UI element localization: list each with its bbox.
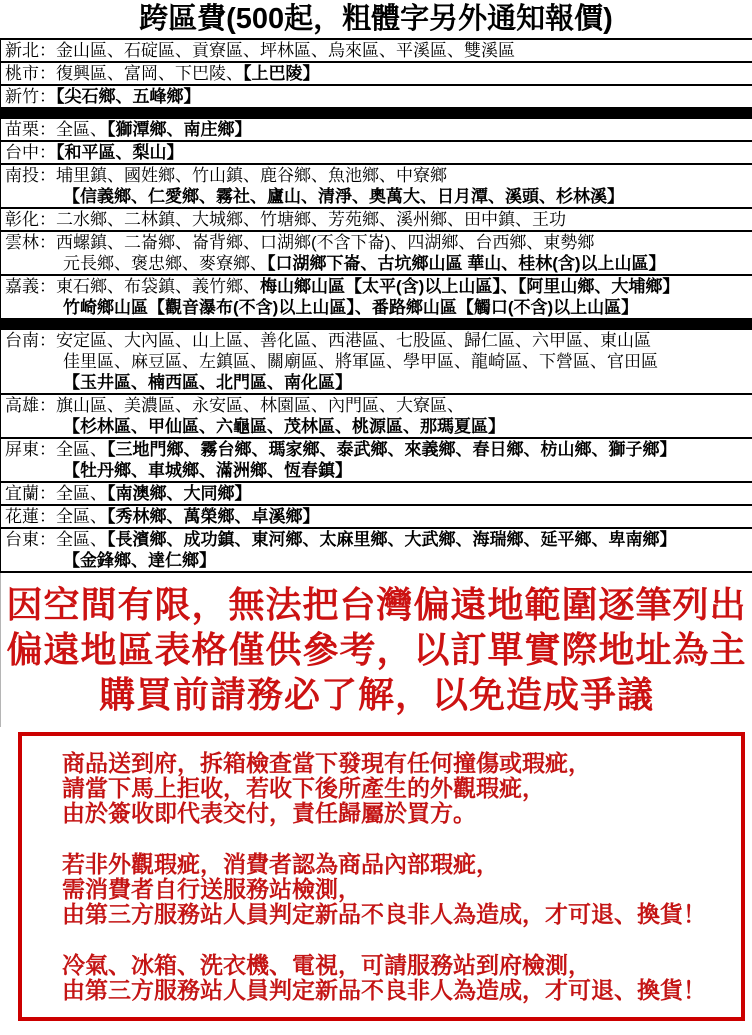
district-list-bold: 【南澳鄉、大同鄉】 xyxy=(107,484,252,503)
region-line-first xyxy=(5,330,752,351)
warning-paragraph xyxy=(62,953,737,1003)
notice-line: 偏遠地區表格僅供參考，以訂單實際地址為主 xyxy=(6,629,747,670)
region-row xyxy=(0,86,752,109)
region-line-cont xyxy=(5,186,752,207)
district-list: 全區、 xyxy=(56,484,107,503)
district-list-bold: 【尖石鄉、五峰鄉】 xyxy=(56,87,201,106)
district-list: 東石鄉、布袋鎮、義竹鄉、 xyxy=(56,277,260,296)
remote-area-notice xyxy=(0,573,752,727)
region-row xyxy=(0,506,752,529)
district-list-bold: 【口湖鄉下崙、古坑鄉山區 華山、桂林(含)以上山區】 xyxy=(267,254,666,273)
region-line-cont xyxy=(5,253,752,274)
district-list-bold: 梅山鄉山區【太平(含)以上山區】、【阿里山鄉、大埔鄉】 xyxy=(260,277,680,296)
warning-paragraph xyxy=(62,751,737,826)
warning-line: 由於簽收即代表交付，責任歸屬於買方。 xyxy=(62,800,476,826)
region-line-cont xyxy=(5,460,752,481)
district-list: 埔里鎮、國姓鄉、竹山鎮、鹿谷鄉、魚池鄉、中寮鄉 xyxy=(56,166,447,185)
region-line-first xyxy=(5,439,752,460)
region-row xyxy=(0,209,752,232)
district-list: 全區、 xyxy=(56,440,107,459)
district-list-bold: 【三地門鄉、霧台鄉、瑪家鄉、泰武鄉、來義鄉、春日鄉、枋山鄉、獅子鄉】 xyxy=(107,440,677,459)
region-label: 新竹： xyxy=(5,87,56,106)
region-label: 花蓮： xyxy=(5,507,56,526)
region-label: 台東： xyxy=(5,530,56,549)
region-line-cont xyxy=(5,550,752,571)
region-row xyxy=(0,529,752,573)
district-list: 二水鄉、二林鎮、大城鄉、竹塘鄉、芳苑鄉、溪州鄉、田中鎮、王功 xyxy=(56,210,566,229)
region-line-cont xyxy=(5,351,752,372)
district-list-bold: 【玉井區、楠西區、北門區、南化區】 xyxy=(63,373,352,392)
region-line-first xyxy=(5,63,752,84)
region-row xyxy=(0,63,752,86)
district-list: 全區、 xyxy=(56,507,107,526)
district-list: 全區、 xyxy=(56,530,107,549)
warning-line: 商品送到府，拆箱檢查當下發現有任何撞傷或瑕疵， xyxy=(62,750,591,776)
warning-line: 若非外觀瑕疵，消費者認為商品內部瑕疵， xyxy=(62,851,499,877)
notice-line: 購買前請務必了解，以免造成爭議 xyxy=(98,674,654,715)
district-list: 全區、 xyxy=(56,120,107,139)
table-separator-bar xyxy=(0,320,752,330)
district-list-bold: 【杉林區、甲仙區、六龜區、茂林區、桃源區、那瑪夏區】 xyxy=(63,417,505,436)
region-row xyxy=(0,232,752,276)
region-row xyxy=(0,165,752,209)
region-row xyxy=(0,439,752,483)
district-list: 安定區、大內區、山上區、善化區、西港區、七股區、歸仁區、六甲區、東山區 xyxy=(56,331,651,350)
region-line-first xyxy=(5,395,752,416)
region-line-cont xyxy=(5,372,752,393)
region-line-first xyxy=(5,40,752,61)
district-list: 西螺鎮、二崙鄉、崙背鄉、口湖鄉(不含下崙)、四湖鄉、台西鄉、東勢鄉 xyxy=(56,233,595,252)
table-separator-bar xyxy=(0,109,752,119)
region-line-first xyxy=(5,142,752,163)
region-label: 苗栗： xyxy=(5,120,56,139)
region-row xyxy=(0,40,752,63)
district-list-bold: 【獅潭鄉、南庄鄉】 xyxy=(107,120,252,139)
region-row xyxy=(0,330,752,395)
district-list: 金山區、石碇區、貢寮區、坪林區、烏來區、平溪區、雙溪區 xyxy=(56,41,515,60)
region-label: 高雄： xyxy=(5,396,56,415)
region-label: 屏東： xyxy=(5,440,56,459)
region-line-first xyxy=(5,209,752,230)
district-list: 旗山區、美濃區、永安區、林園區、內門區、大寮區、 xyxy=(56,396,464,415)
district-list: 復興區、富岡、下巴陵、 xyxy=(56,64,243,83)
region-line-first xyxy=(5,506,752,527)
district-list-bold: 【信義鄉、仁愛鄉、霧社、廬山、清淨、奧萬大、日月潭、溪頭、杉林溪】 xyxy=(63,187,624,206)
warning-line: 冷氣、冰箱、洗衣機、電視，可請服務站到府檢測， xyxy=(62,952,591,978)
region-label: 台南： xyxy=(5,331,56,350)
region-row xyxy=(0,395,752,439)
region-label: 嘉義： xyxy=(5,277,56,296)
district-list-bold: 【秀林鄉、萬榮鄉、卓溪鄉】 xyxy=(107,507,320,526)
region-label: 新北： xyxy=(5,41,56,60)
district-list: 佳里區、麻豆區、左鎮區、關廟區、將軍區、學甲區、龍崎區、下營區、官田區 xyxy=(63,352,658,371)
warning-line: 需消費者自行送服務站檢測， xyxy=(62,876,361,902)
region-row xyxy=(0,119,752,142)
warning-line: 請當下馬上拒收，若收下後所產生的外觀瑕疵， xyxy=(62,775,545,801)
region-line-cont xyxy=(5,416,752,437)
district-list-bold: 竹崎鄉山區【觀音瀑布(不含)以上山區】、番路鄉山區【觸口(不含)以上山區】 xyxy=(63,298,639,317)
region-line-first xyxy=(5,86,752,107)
warning-box xyxy=(18,732,745,1021)
region-label: 彰化： xyxy=(5,210,56,229)
region-row xyxy=(0,276,752,320)
region-row xyxy=(0,142,752,165)
district-list-bold: 【和平區、梨山】 xyxy=(56,143,184,162)
district-list-bold: 【上巴陵】 xyxy=(243,64,320,83)
region-label: 宜蘭： xyxy=(5,484,56,503)
warning-line: 由第三方服務站人員判定新品不良非人為造成，才可退、換貨！ xyxy=(62,901,706,927)
warning-line: 由第三方服務站人員判定新品不良非人為造成，才可退、換貨！ xyxy=(62,977,706,1003)
region-line-first xyxy=(5,529,752,550)
region-line-first xyxy=(5,276,752,297)
region-line-first xyxy=(5,119,752,140)
region-label: 台中： xyxy=(5,143,56,162)
warning-paragraph xyxy=(62,852,737,927)
notice-line: 因空間有限，無法把台灣偏遠地範圍逐筆列出 xyxy=(6,584,747,625)
region-label: 雲林： xyxy=(5,233,56,252)
district-list: 元長鄉、褒忠鄉、麥寮鄉、 xyxy=(63,254,267,273)
page-title: 跨區費(500起，粗體字另外通知報價) xyxy=(139,3,613,35)
region-line-cont xyxy=(5,297,752,318)
region-table xyxy=(0,38,752,573)
district-list-bold: 【金鋒鄉、達仁鄉】 xyxy=(63,551,216,570)
district-list-bold: 【長濱鄉、成功鎮、東河鄉、太麻里鄉、大武鄉、海瑞鄉、延平鄉、卑南鄉】 xyxy=(107,530,677,549)
region-label: 桃市： xyxy=(5,64,56,83)
region-label: 南投： xyxy=(5,166,56,185)
region-line-first xyxy=(5,232,752,253)
region-line-first xyxy=(5,483,752,504)
district-list-bold: 【牡丹鄉、車城鄉、滿洲鄉、恆春鎮】 xyxy=(63,461,352,480)
region-line-first xyxy=(5,165,752,186)
region-row xyxy=(0,483,752,506)
